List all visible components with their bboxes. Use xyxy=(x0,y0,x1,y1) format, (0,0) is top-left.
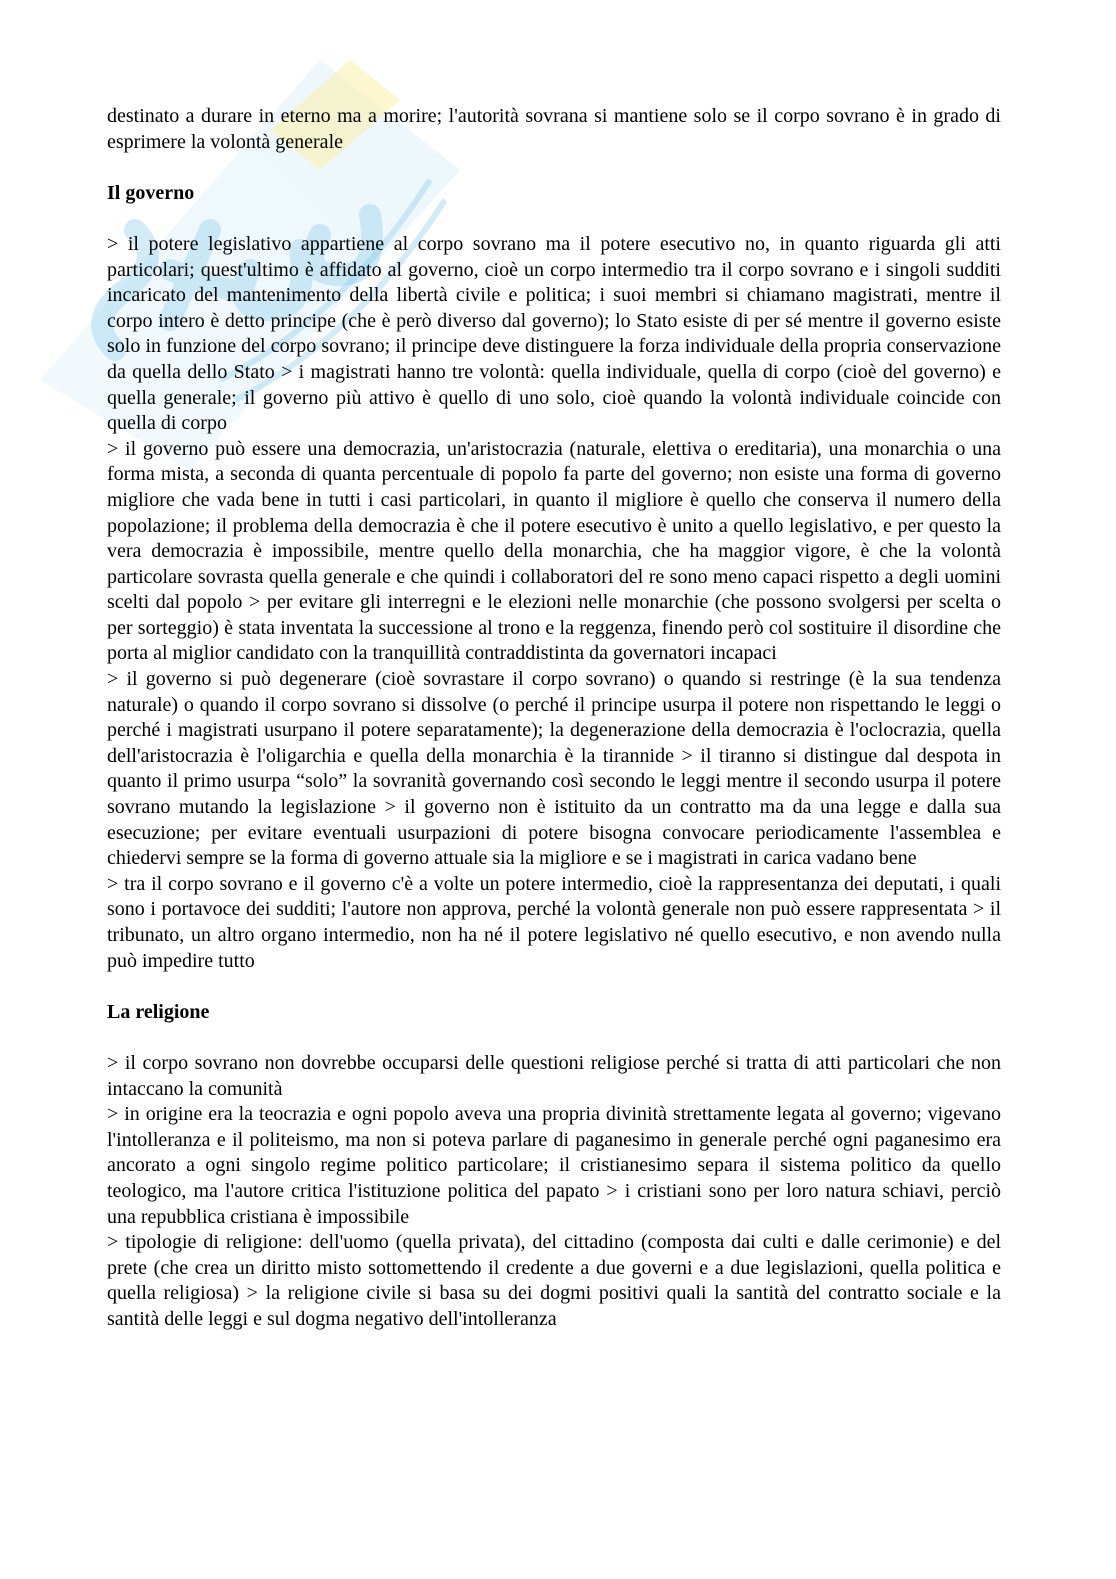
governo-paragraph-1: > il potere legislativo appartiene al corpo sovrano ma il potere esecutivo no, in quanto riguarda gli atti particolari; quest'ultimo è affidato al governo, cioè un corpo intermedio tra il corpo sovrano e i singoli sudditi incaricato del mantenimento della libertà civile e politica; i suoi membri si chiamano magistrati, mentre il corpo intero è detto principe (che è però diverso dal governo); lo Stato esiste di per sé mentre il governo esiste solo in funzione del corpo sovrano; il principe deve distinguere la forza individuale della propria conservazione da quella dello Stato > i magistrati hanno tre volontà: quella individuale, quella di corpo (cioè del governo) e quella generale; il governo più attivo è quello di uno solo, cioè quando la volontà individuale coincide con quella di corpo xyxy=(107,232,1001,435)
religione-paragraph-3: > tipologie di religione: dell'uomo (quella privata), del cittadino (composta dai culti e dalle cerimonie) e del prete (che crea un diritto misto sottomettendo il credente a due governi e a due legislazioni, quella politica e quella religiosa) > la religione civile si basa su dei dogmi positivi quali la santità del contratto sociale e la santità delle leggi e sul dogma negativo dell'intolleranza xyxy=(107,1231,1001,1330)
section-heading-religione: La religione xyxy=(107,1000,210,1023)
spacer xyxy=(107,1025,1001,1051)
intro-paragraph: destinato a durare in eterno ma a morire; l'autorità sovrana si mantiene solo se il corpo sovrano è in grado di esprimere la volontà generale xyxy=(107,105,1001,153)
governo-paragraph-3: > il governo si può degenerare (cioè sovrastare il corpo sovrano) o quando si restringe (è la sua tendenza naturale) o quando il corpo sovrano si dissolve (o perché il principe usurpa il potere non rispettando le leggi o perché i magistrati usurpano il potere separatamente); la degenerazione della democrazia è l'oclocrazia, quella dell'aristocrazia è l'oligarchia e quella della monarchia è la tirannide > il tiranno si distingue dal despota in quanto il primo usurpa “solo” la sovranità governando così secondo le leggi mentre il secondo usurpa il potere sovrano mutando la legislazione > il governo non è istituito da un contratto ma da una legge e dalla sua esecuzione; per evitare eventuali usurpazioni di potere bisogna convocare periodicamente l'assemblea e chiedervi sempre se la forma di governo attuale sia la migliore e se i magistrati in carica vadano bene xyxy=(107,668,1001,870)
spacer xyxy=(107,206,1001,232)
religione-paragraph-2: > in origine era la teocrazia e ogni popolo aveva una propria divinità strettamente legata al governo; vigevano l'intolleranza e il politeismo, ma non si poteva parlare di paganesimo in generale perché ogni paganesimo era ancorato a ogni singolo regime politico particolare; il cristianesimo separa il sistema politico da quello teologico, ma l'autore critica l'istituzione politica del papato > i cristiani sono per loro natura schiavi, perciò una repubblica cristiana è impossibile xyxy=(107,1103,1001,1228)
spacer xyxy=(107,974,1001,1000)
governo-paragraph-2: > il governo può essere una democrazia, un'aristocrazia (naturale, elettiva o ereditaria), una monarchia o una forma mista, a seconda di quanta percentuale di popolo fa parte del governo; non esiste una forma di governo migliore che vada bene in tutti i casi particolari, in quanto il migliore è quello che conserva il numero della popolazione; il problema della democrazia è che il potere esecutivo è unito a quello legislativo, e per questo la vera democrazia è impossibile, mentre quello della monarchia, che ha maggior vigore, è che la volontà particolare sovrasta quella generale e che quindi i collaboratori del re sono meno capaci rispetto a degli uomini scelti dal popolo > per evitare gli interregni e le elezioni nelle monarchie (che possono svolgersi per scelta o per sorteggio) è stata inventata la successione al trono e la reggenza, finendo però col sostituire il disordine che porta al miglior candidato con la tranquillità contraddistinta da governatori incapaci xyxy=(107,437,1001,665)
spacer xyxy=(107,155,1001,181)
religione-paragraph-1: > il corpo sovrano non dovrebbe occuparsi delle questioni religiose perché si tratta di atti particolari che non intaccano la comunità xyxy=(107,1051,1001,1100)
governo-paragraph-4: > tra il corpo sovrano e il governo c'è a volte un potere intermedio, cioè la rappresentanza dei deputati, i quali sono i portavoce dei sudditi; l'autore non approva, perché la volontà generale non può essere rappresentata > il tribunato, un altro organo intermedio, non ha né il potere legislativo né quello esecutivo, e non avendo nulla può impedire tutto xyxy=(107,872,1001,972)
document-body xyxy=(107,104,1001,1333)
section-heading-governo: Il governo xyxy=(107,181,195,204)
